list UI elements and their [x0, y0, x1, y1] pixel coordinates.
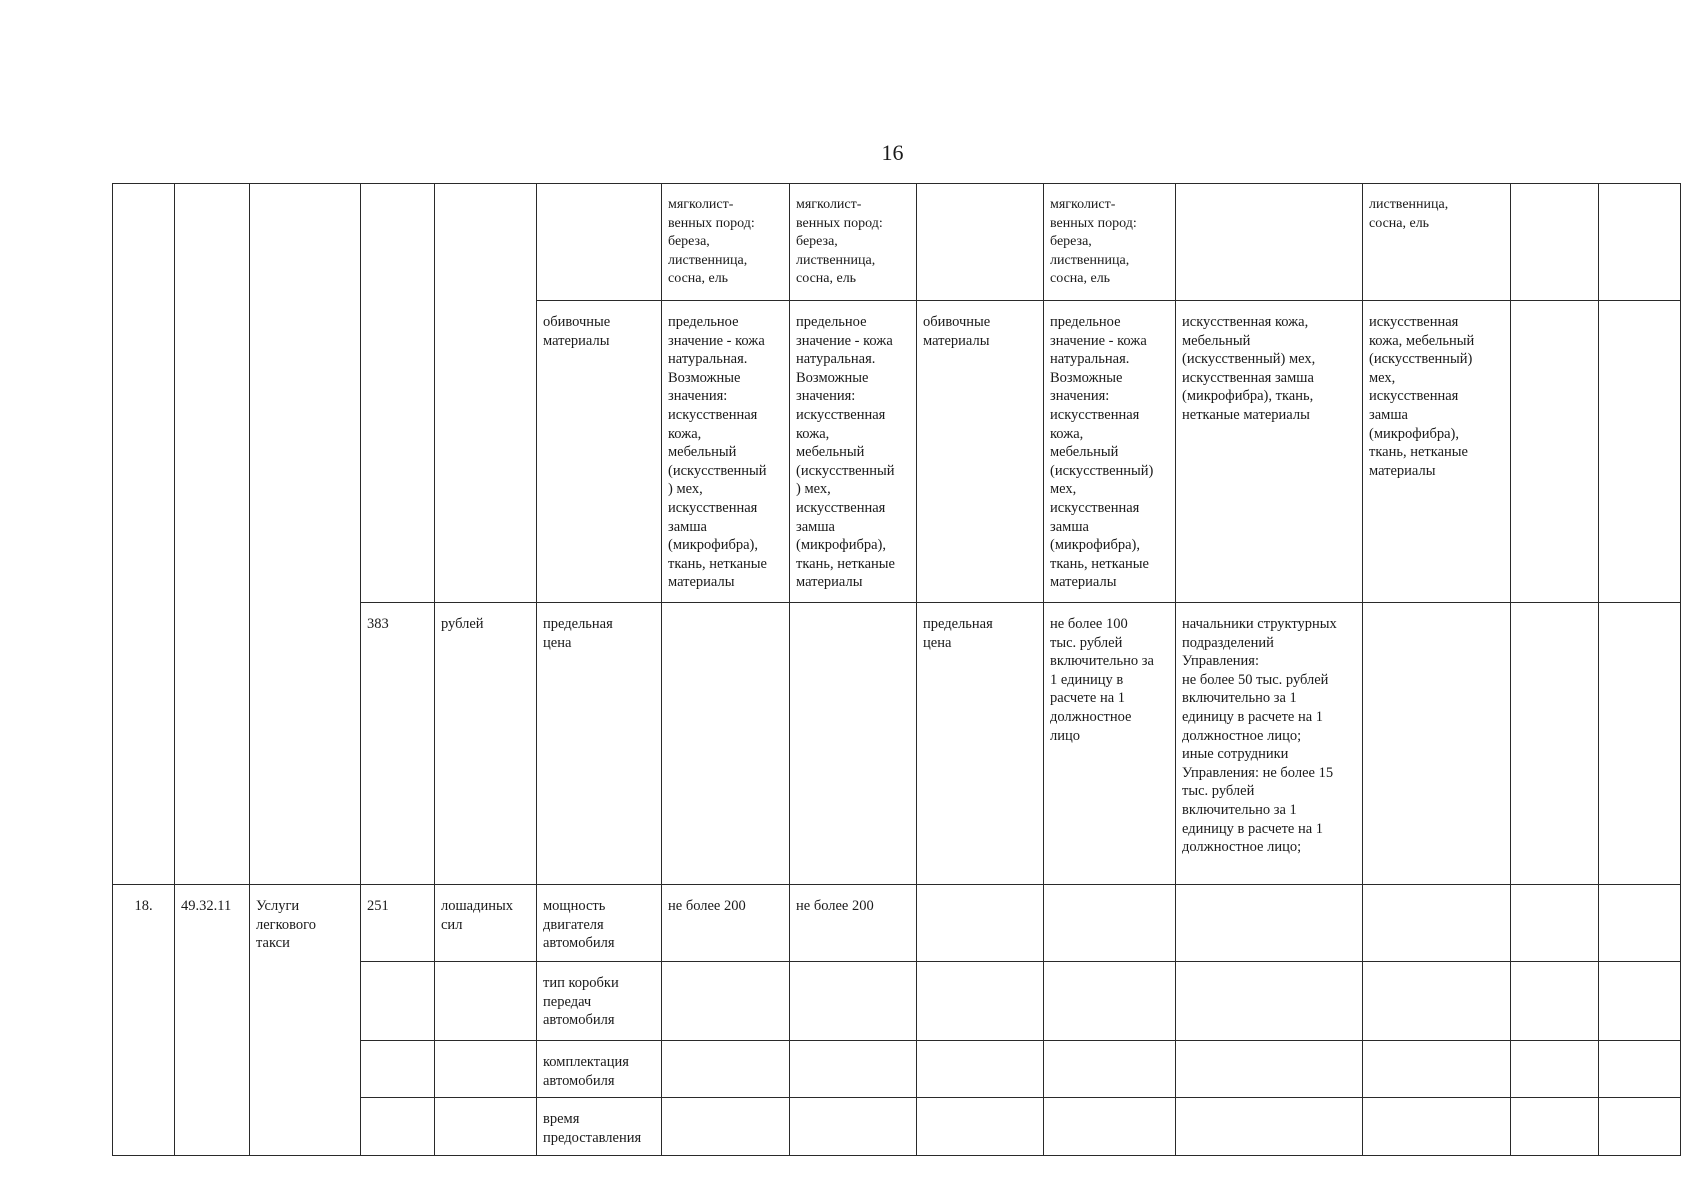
cell-value	[1044, 885, 1176, 962]
cell-characteristic-2: предельная цена	[917, 603, 1044, 885]
cell-value	[1363, 962, 1511, 1041]
cell-okei-code	[361, 962, 435, 1041]
cell-unit: лошадиных сил	[435, 885, 537, 962]
cell-characteristic-2	[917, 1041, 1044, 1098]
cell-characteristic-2	[917, 962, 1044, 1041]
cell-value	[662, 962, 790, 1041]
cell-okei-code	[361, 184, 435, 603]
cell-value	[1044, 1098, 1176, 1156]
cell-function	[1599, 1098, 1681, 1156]
cell-value: не более 200	[662, 885, 790, 962]
cell-justification	[1511, 301, 1599, 603]
cell-value	[1176, 1041, 1363, 1098]
cell-characteristic: предельная цена	[537, 603, 662, 885]
cell-unit: рублей	[435, 603, 537, 885]
cell-characteristic-2: обивочные материалы	[917, 301, 1044, 603]
cell-value	[662, 1098, 790, 1156]
cell-okpd-cont	[175, 184, 250, 885]
cell-number-cont	[113, 184, 175, 885]
table-row	[113, 184, 1681, 301]
cell-value	[1363, 1041, 1511, 1098]
cell-name: Услуги легкового такси	[250, 885, 361, 1156]
cell-characteristic-2	[917, 184, 1044, 301]
cell-value	[1363, 885, 1511, 962]
cell-justification	[1511, 962, 1599, 1041]
cell-value	[1176, 962, 1363, 1041]
requirements-table	[112, 183, 1681, 1156]
cell-value	[790, 1041, 917, 1098]
cell-value	[1363, 603, 1511, 885]
cell-value	[790, 962, 917, 1041]
cell-value	[662, 1041, 790, 1098]
cell-value	[1363, 1098, 1511, 1156]
cell-value	[662, 603, 790, 885]
page-number: 16	[881, 140, 904, 165]
cell-name-cont	[250, 184, 361, 885]
cell-number: 18.	[113, 885, 175, 1156]
table-row	[113, 885, 1681, 962]
cell-value: не более 100 тыс. рублей включительно за 1 единицу в расчете на 1 должностное лицо	[1044, 603, 1176, 885]
cell-value: искусственная кожа, мебельный (искусственный) мех, искусственная замша (микрофибра), ткань, нетканые материалы	[1363, 301, 1511, 603]
cell-function	[1599, 885, 1681, 962]
cell-value	[1044, 962, 1176, 1041]
cell-characteristic-2	[917, 885, 1044, 962]
cell-unit	[435, 1041, 537, 1098]
cell-characteristic: мощность двигателя автомобиля	[537, 885, 662, 962]
cell-justification	[1511, 1098, 1599, 1156]
cell-value	[1176, 1098, 1363, 1156]
cell-justification	[1511, 1041, 1599, 1098]
cell-characteristic	[537, 184, 662, 301]
cell-characteristic-2	[917, 1098, 1044, 1156]
cell-okei-code	[361, 1041, 435, 1098]
cell-value	[790, 603, 917, 885]
cell-unit	[435, 184, 537, 603]
cell-function	[1599, 301, 1681, 603]
cell-characteristic: время предоставления	[537, 1098, 662, 1156]
cell-value: предельное значение - кожа натуральная. Возможные значения: искусственная кожа, мебельный (искусственный) мех, искусственная замша (микрофибра), ткань, нетканые материалы	[1044, 301, 1176, 603]
cell-value: искусственная кожа, мебельный (искусственный) мех, искусственная замша (микрофибра), ткань, нетканые материалы	[1176, 301, 1363, 603]
cell-value: предельное значение - кожа натуральная. Возможные значения: искусственная кожа, мебельный (искусственный ) мех, искусственная замша (микрофибра), ткань, нетканые материалы	[662, 301, 790, 603]
cell-characteristic: тип коробки передач автомобиля	[537, 962, 662, 1041]
cell-value: не более 200	[790, 885, 917, 962]
cell-okei-code: 383	[361, 603, 435, 885]
cell-okpd: 49.32.11	[175, 885, 250, 1156]
cell-justification	[1511, 885, 1599, 962]
cell-function	[1599, 184, 1681, 301]
cell-value	[1176, 184, 1363, 301]
cell-characteristic: обивочные материалы	[537, 301, 662, 603]
cell-function	[1599, 962, 1681, 1041]
cell-value: начальники структурных подразделений Управления: не более 50 тыс. рублей включительно за 1 единицу в расчете на 1 должностное лицо; иные сотрудники Управления: не более 15 тыс. рублей включительно за 1 единицу в расчете на 1 должностное лицо;	[1176, 603, 1363, 885]
cell-value: лиственница, сосна, ель	[1363, 184, 1511, 301]
cell-function	[1599, 603, 1681, 885]
cell-value	[1176, 885, 1363, 962]
cell-value	[790, 1098, 917, 1156]
cell-value: мягколист- венных пород: береза, лиственница, сосна, ель	[662, 184, 790, 301]
cell-okei-code	[361, 1098, 435, 1156]
cell-unit	[435, 962, 537, 1041]
cell-justification	[1511, 184, 1599, 301]
cell-value: мягколист- венных пород: береза, лиственница, сосна, ель	[790, 184, 917, 301]
cell-characteristic: комплектация автомобиля	[537, 1041, 662, 1098]
cell-okei-code: 251	[361, 885, 435, 962]
cell-value: предельное значение - кожа натуральная. Возможные значения: искусственная кожа, мебельный (искусственный ) мех, искусственная замша (микрофибра), ткань, нетканые материалы	[790, 301, 917, 603]
cell-function	[1599, 1041, 1681, 1098]
cell-justification	[1511, 603, 1599, 885]
cell-unit	[435, 1098, 537, 1156]
cell-value	[1044, 1041, 1176, 1098]
cell-value: мягколист- венных пород: береза, лиственница, сосна, ель	[1044, 184, 1176, 301]
